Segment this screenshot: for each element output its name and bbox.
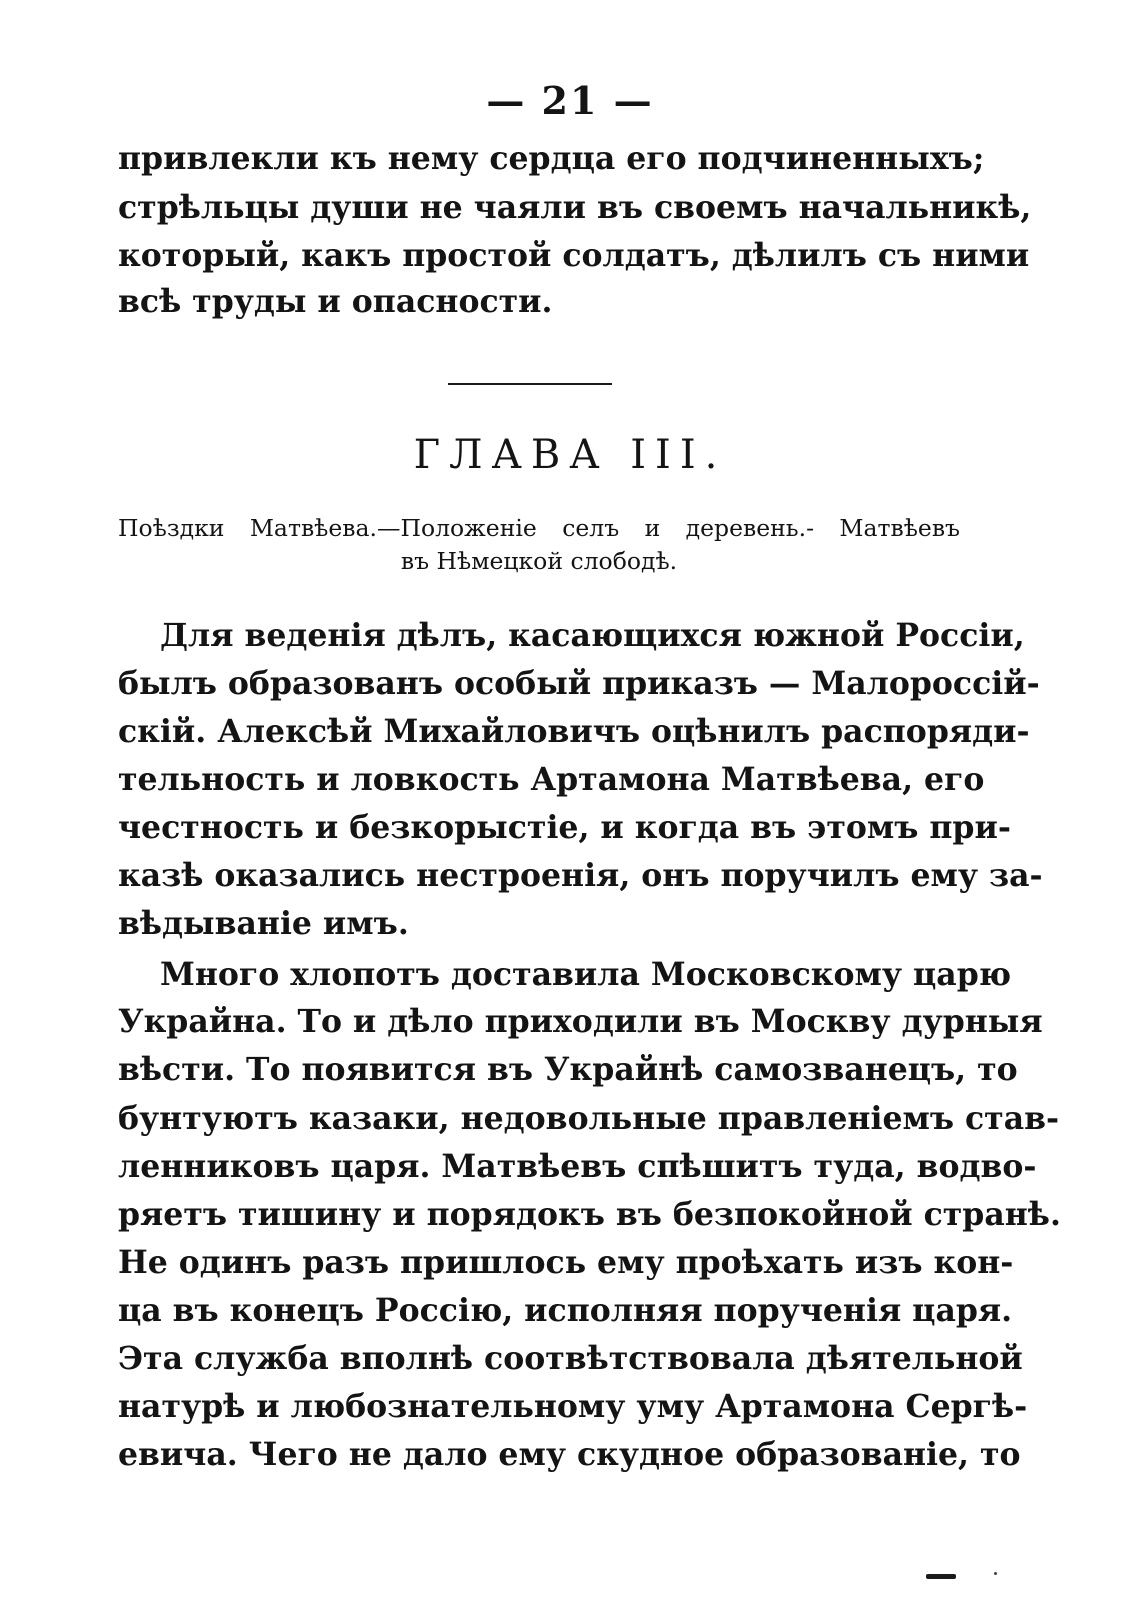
summary-line: въ Нѣмецкой слободѣ.: [400, 547, 678, 575]
text-line: казѣ оказались нестроенія, онъ поручилъ ему за-: [118, 857, 1043, 894]
text-line: Не одинъ разъ пришлось ему проѣхать изъ кон-: [118, 1244, 1014, 1281]
text-line: Эта служба вполнѣ соотвѣтствовала дѣятельной: [118, 1340, 1023, 1377]
text-line: евича. Чего не дало ему скудное образованіе, то: [118, 1436, 1021, 1473]
text-line: скій. Алексѣй Михайловичъ оцѣнилъ распоряди-: [118, 713, 1030, 750]
text-line: ленниковъ царя. Матвѣевъ спѣшитъ туда, водво-: [118, 1148, 1037, 1185]
text-line: вѣсти. То появится въ Украйнѣ самозванецъ, то: [118, 1051, 1018, 1088]
text-line: бунтуютъ казаки, недовольные правленіемъ став-: [118, 1100, 1060, 1137]
text-line: ца въ конецъ Россію, исполняя порученія царя.: [118, 1292, 1013, 1329]
text-line: Украйна. То и дѣло приходили въ Москву дурныя: [118, 1003, 1043, 1040]
text-line: ряетъ тишину и порядокъ въ безпокойной странѣ.: [118, 1196, 1061, 1233]
print-mark: [926, 1574, 956, 1579]
text-line: Много хлопотъ доставила Московскому царю: [160, 956, 1012, 993]
text-line: натурѣ и любознательному уму Артамона Сергѣ-: [118, 1388, 1028, 1425]
text-line: всѣ труды и опасности.: [118, 283, 553, 320]
text-line: Для веденія дѣлъ, касающихся южной Россіи,: [160, 617, 1025, 654]
text-line: стрѣльцы души не чаяли въ своемъ начальникѣ,: [118, 189, 1032, 226]
text-line: привлекли къ нему сердца его подчиненныхъ;: [118, 140, 985, 177]
section-separator: [448, 383, 612, 385]
page-number: — 21 —: [486, 78, 654, 123]
text-line: былъ образованъ особый приказъ — Малороссій-: [118, 665, 1040, 702]
text-line: тельность и ловкость Артамона Матвѣева, его: [118, 761, 985, 798]
chapter-title: ГЛАВА III.: [413, 432, 727, 478]
summary-line: Поѣздки Матвѣева.—Положеніе селъ и деревень.- Матвѣевъ: [118, 514, 960, 542]
text-line: вѣдываніе имъ.: [118, 905, 409, 942]
text-line: честность и безкорыстіе, и когда въ этомъ при-: [118, 809, 1011, 846]
text-line: который, какъ простой солдатъ, дѣлилъ съ ними: [118, 237, 1030, 274]
print-dot: [994, 1572, 997, 1575]
